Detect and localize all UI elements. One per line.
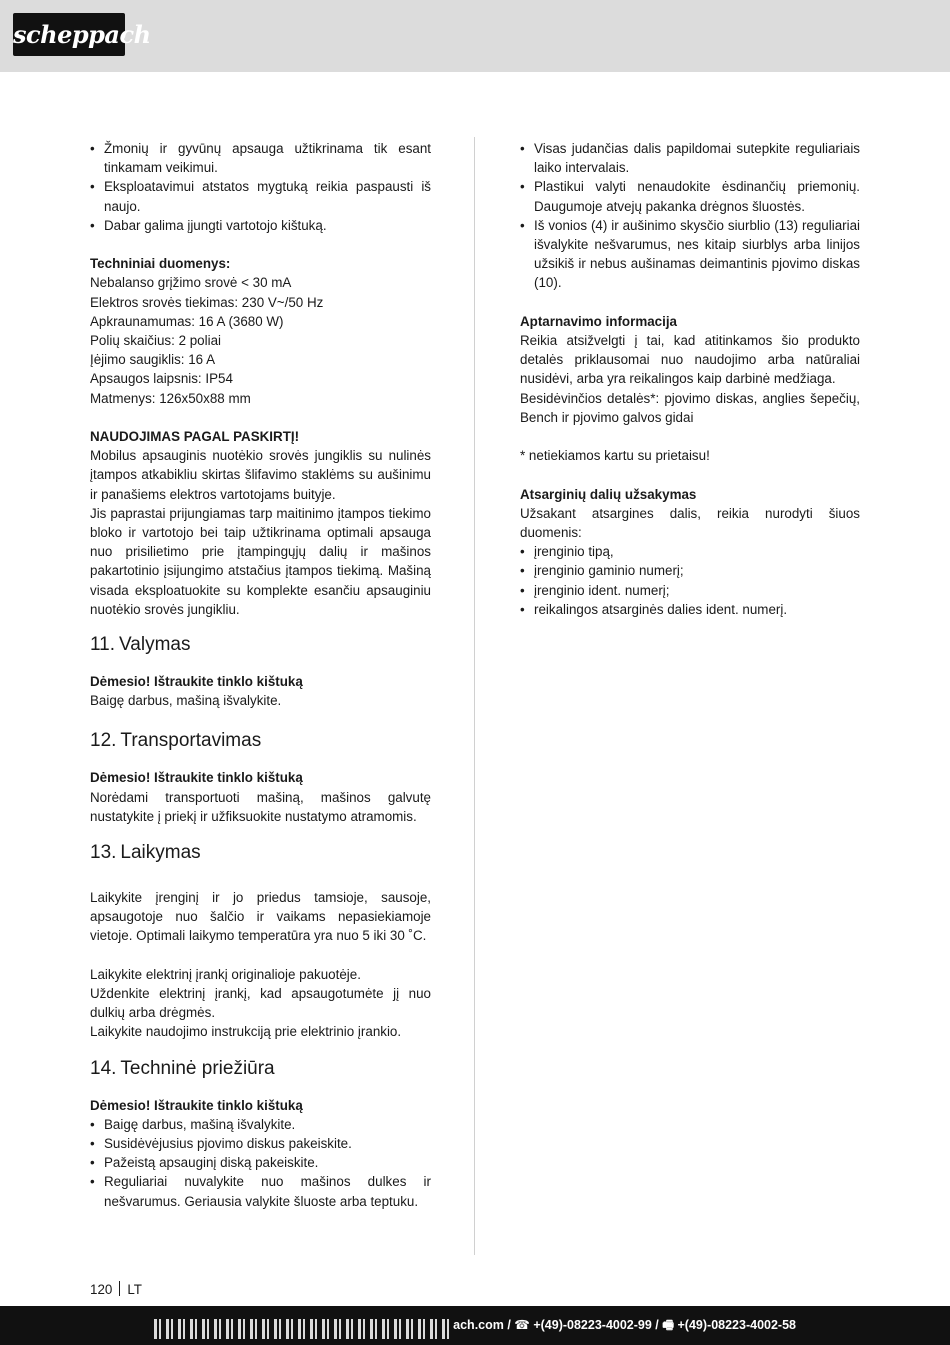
tech-data-line: Įėjimo saugiklis: 16 A (90, 352, 216, 368)
intended-use-heading: NAUDOJIMAS PAGAL PASKIRTĮ! (90, 429, 300, 445)
tech-data-line: Nebalanso grįžimo srovė < 30 mA (90, 275, 292, 291)
section-title: Techninė priežiūra (120, 1057, 275, 1079)
redacted-text-block (154, 1319, 454, 1339)
page-header (0, 0, 950, 72)
warning-text: Dėmesio! Ištraukite tinklo kištuką (90, 674, 303, 689)
list-item: • Reguliariai nuvalykite nuo mašinos dulkes ir nešvarumus. Geriausia valykite šluoste arba teptuku. (90, 1172, 431, 1210)
body-text: Laikykite naudojimo instrukciją prie elektrinio įrankio. (90, 1024, 402, 1040)
brand-logo: scheppach (13, 13, 125, 56)
section-title: Transportavimas (120, 730, 262, 752)
body-text: Besidėvinčios detalės*: pjovimo diskas, anglies šepečių, Bench ir pjovimo galvos gidai (520, 390, 860, 425)
tech-data-heading: Techniniai duomenys: (90, 256, 231, 272)
list-item: • Plastikui valyti nenaudokite ėsdinančių priemonių. Daugumoje atvejų pakanka drėgnos šluostės. (520, 177, 860, 215)
list-item: • Dabar galima įjungti vartotojo kištuką. (90, 216, 431, 235)
warning-text: Dėmesio! Ištraukite tinklo kištuką (90, 770, 303, 786)
tech-data-line: Apsaugos laipsnis: IP54 (90, 371, 233, 387)
list-item: • Pažeistą apsauginį diską pakeiskite. (90, 1153, 431, 1172)
tech-data-line: Apkraunamumas: 16 A (3680 W) (90, 313, 284, 329)
page-number-block (90, 1280, 142, 1299)
service-info-heading: Aptarnavimo informacija (520, 313, 678, 329)
left-column-lower (90, 632, 431, 1211)
right-column (520, 139, 860, 619)
spare-parts-list (520, 542, 860, 619)
column-divider (474, 137, 475, 1255)
maintenance-tips-list (520, 139, 860, 293)
section-heading-maintenance (90, 1056, 431, 1082)
protection-list (90, 139, 431, 235)
spare-parts-heading: Atsarginių dalių užsakymas (520, 486, 697, 502)
body-text: Laikykite elektrinį įrankį originalioje pakuotėje. (90, 966, 361, 982)
tech-data-line: Elektros srovės tiekimas: 230 V~/50 Hz (90, 294, 324, 310)
tech-data-line: Polių skaičius: 2 poliai (90, 333, 221, 349)
footnote-text: * netiekiamos kartu su prietaisu! (520, 448, 710, 464)
list-item: • įrenginio gaminio numerį; (520, 561, 860, 580)
tech-data-line: Matmenys: 126x50x88 mm (90, 390, 251, 406)
section-heading-storage (90, 840, 431, 866)
section-number: 14. (90, 1057, 117, 1079)
body-text: Norėdami transportuoti mašiną, mašinos galvutę nustatykite į priekį ir užfiksuokite nustatymo atramomis. (90, 789, 431, 824)
list-item: • Visas judančias dalis papildomai sutepkite reguliariais laiko intervalais. (520, 139, 860, 177)
body-text: Reikia atsižvelgti į tai, kad atitinkamos šio produkto detalės priklausomai nuo naudojimo arba natūraliai nusidėvi, arba yra reikalingos kaip darbinė medžiaga. (520, 333, 860, 387)
list-item: • Eksploatavimui atstatos mygtuką reikia paspausti iš naujo. (90, 177, 431, 215)
list-item: • įrenginio ident. numerį; (520, 581, 860, 600)
body-text: Uždenkite elektrinį įrankį, kad apsaugotumėte jį nuo dulkių arba drėgmės. (90, 986, 431, 1021)
maintenance-list (90, 1115, 431, 1211)
intended-use-paragraph: Jis paprastai prijungiamas tarp maitinimo įtampos tiekimo bloko ir vartotojo bei taip užtikrinama optimali apsauga nuo prisilietimo prie įtampingųjų dalių ir mašinos pakartotinio įsijungimo atstačius įtampos tiekimą. Mašiną visada eksploatuokite su komplekte esančiu apsauginiu nuotėkio srovės jungikliu. (90, 505, 431, 617)
warning-text: Dėmesio! Ištraukite tinklo kištuką (90, 1097, 303, 1113)
intended-use-paragraph: Mobilus apsauginis nuotėkio srovės jungiklis su nulinės įtampos atkabikliu skirtas šlifavimo staklėms su aušinimu ir panašiems elektros vartotojams buityje. (90, 448, 431, 502)
section-heading-cleaning (90, 632, 431, 658)
body-text: Užsakant atsargines dalis, reikia nurodyti šiuos duomenis: (520, 505, 860, 541)
body-text: Laikykite įrenginį ir jo priedus tamsioje, sausoje, apsaugotoje nuo šalčio ir vaikams nepasiekiamoje vietoje. Optimali laikymo temperatūra yra nuo 5 iki 30 ˚C. (90, 890, 431, 944)
contact-bar (0, 1306, 950, 1345)
body-text: Baigę darbus, mašiną išvalykite. (90, 693, 282, 709)
section-number: 13. (90, 842, 117, 864)
page-number: 120 (90, 1282, 113, 1297)
page-separator (119, 1281, 120, 1296)
left-column-upper (90, 139, 431, 619)
language-code: LT (127, 1282, 142, 1297)
list-item: • įrenginio tipą, (520, 542, 860, 561)
list-item: • Iš vonios (4) ir aušinimo skysčio siurblio (13) reguliariai išvalykite nešvarumus, nes kitaip siurblys arba linijos užsikiš ir nebus aušinamas deimantinis pjovimo diskas (10). (520, 216, 860, 293)
list-item: • Susidėvėjusius pjovimo diskus pakeiskite. (90, 1134, 431, 1153)
section-heading-transport (90, 728, 431, 754)
section-number: 11. (90, 634, 116, 655)
section-title: Laikymas (120, 842, 201, 864)
list-item: • reikalingos atsarginės dalies ident. numerį. (520, 600, 860, 619)
contact-info: ach.com / ☎ +(49)-08223-4002-99 / 🖷 +(49)-08223-4002-58 (453, 1318, 796, 1332)
list-item: • Žmonių ir gyvūnų apsauga užtikrinama tik esant tinkamam veikimui. (90, 139, 431, 177)
section-number: 12. (90, 730, 117, 752)
section-title: Valymas (119, 634, 191, 655)
list-item: • Baigę darbus, mašiną išvalykite. (90, 1115, 431, 1134)
